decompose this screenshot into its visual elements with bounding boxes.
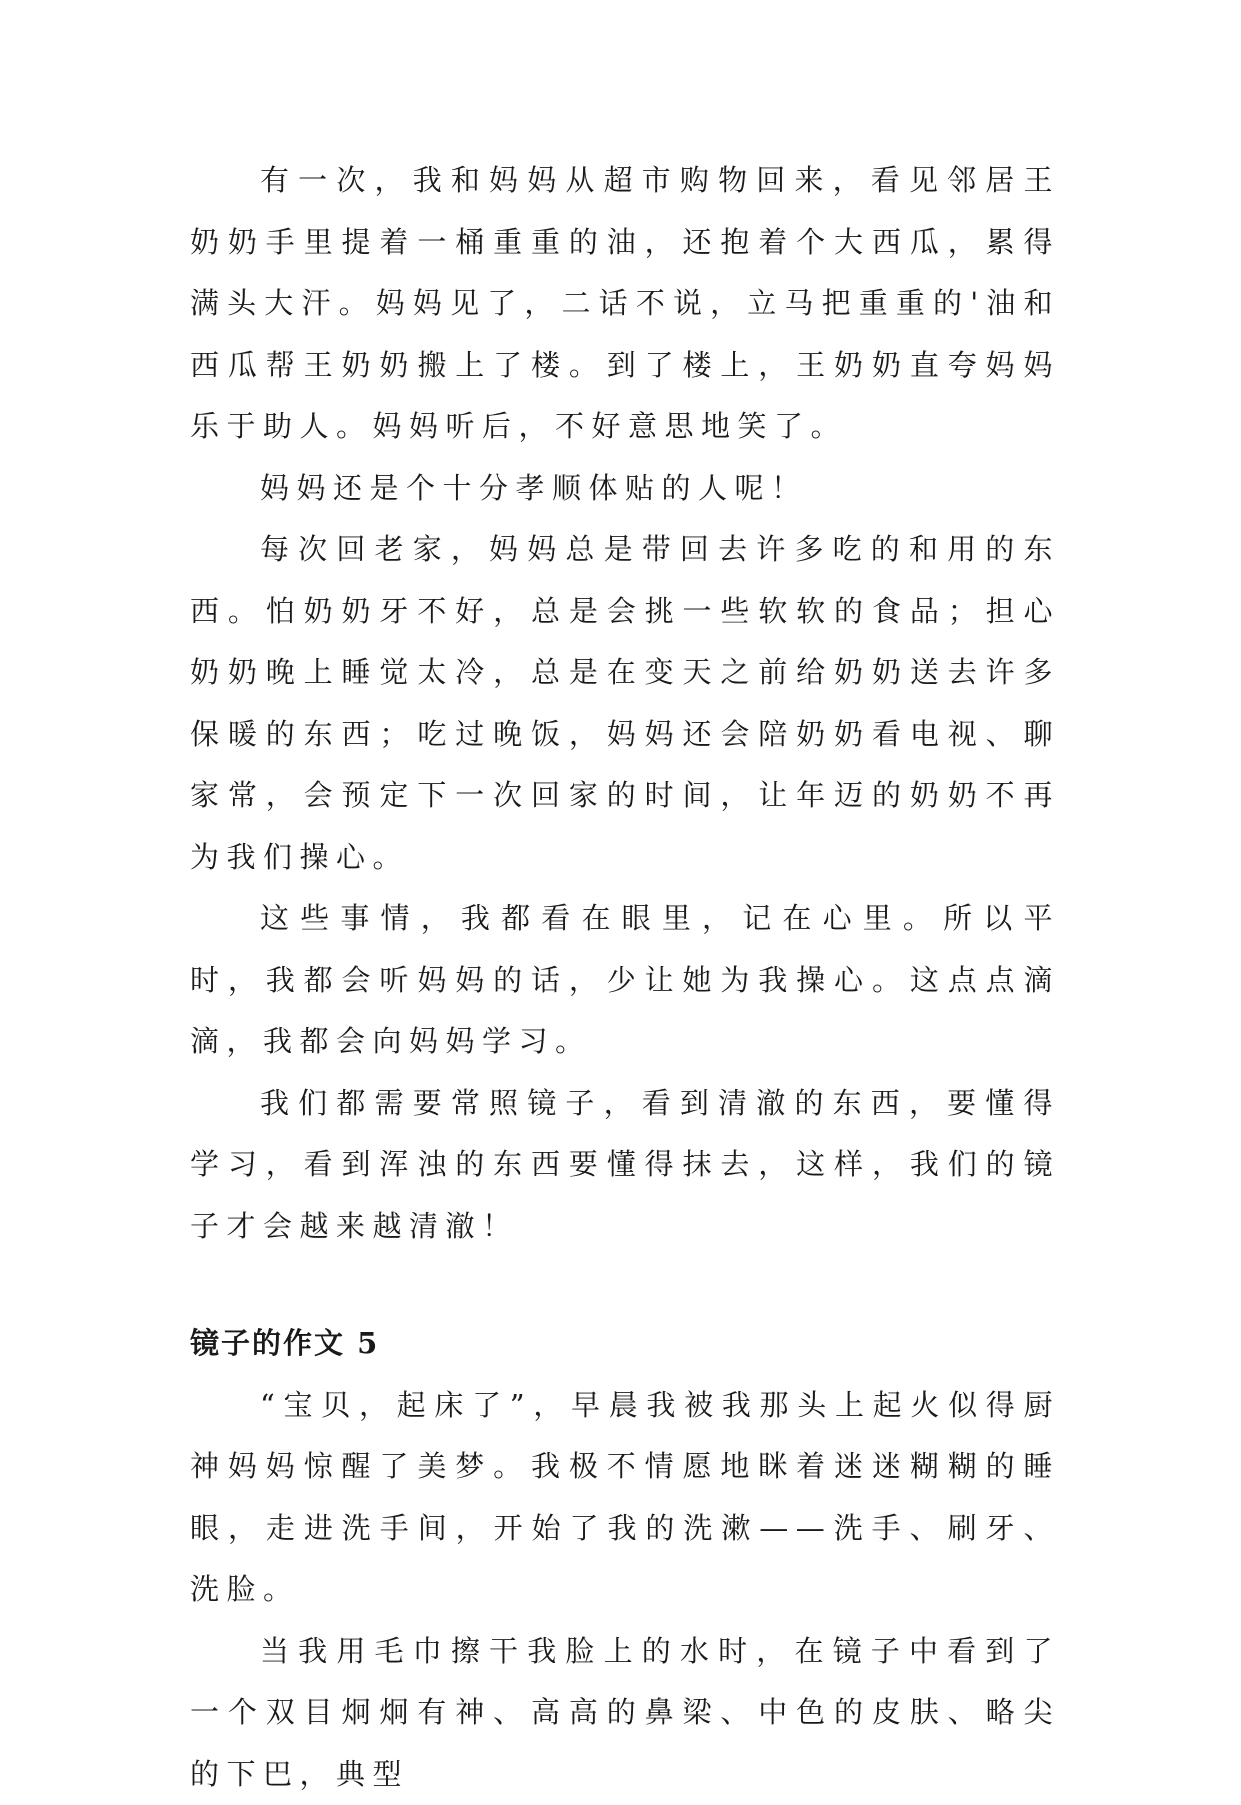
- paragraph-visiting-hometown: 每次回老家，妈妈总是带回去许多吃的和用的东西。怕奶奶牙不好，总是会挑一些软软的食品；担心奶奶晚上睡觉太冷，总是在变天之前给奶奶送去许多保暖的东西；吃过晚饭，妈妈还会陪奶奶看电视、聊家常，会预定下一次回家的时间，让年迈的奶奶不再为我们操心。: [190, 519, 1060, 888]
- paragraph-mirror-conclusion: 我们都需要常照镜子，看到清澈的东西，要懂得学习，看到浑浊的东西要懂得抹去，这样，我们的镜子才会越来越清澈！: [190, 1073, 1060, 1258]
- section-title: 镜子的作文 5: [190, 1313, 1060, 1375]
- document-page: [190, 150, 1060, 1805]
- paragraph-mirror-reflection: 当我用毛巾擦干我脸上的水时，在镜子中看到了一个双目炯炯有神、高高的鼻梁、中色的皮肤、略尖的下巴，典型: [190, 1621, 1060, 1805]
- paragraph-filial-mother: 妈妈还是个十分孝顺体贴的人呢！: [190, 458, 1060, 520]
- paragraph-helping-neighbor: 有一次，我和妈妈从超市购物回来，看见邻居王奶奶手里提着一桶重重的油，还抱着个大西瓜，累得满头大汗。妈妈见了，二话不说，立马把重重的'油和西瓜帮王奶奶搬上了楼。到了楼上，王奶奶直夸妈妈乐于助人。妈妈听后，不好意思地笑了。: [190, 150, 1060, 458]
- paragraph-morning-wakeup: “宝贝，起床了”，早晨我被我那头上起火似得厨神妈妈惊醒了美梦。我极不情愿地眯着迷迷糊糊的睡眼，走进洗手间，开始了我的洗漱——洗手、刷牙、洗脸。: [190, 1375, 1060, 1621]
- paragraph-learning-from-mother: 这些事情，我都看在眼里，记在心里。所以平时，我都会听妈妈的话，少让她为我操心。这点点滴滴，我都会向妈妈学习。: [190, 888, 1060, 1073]
